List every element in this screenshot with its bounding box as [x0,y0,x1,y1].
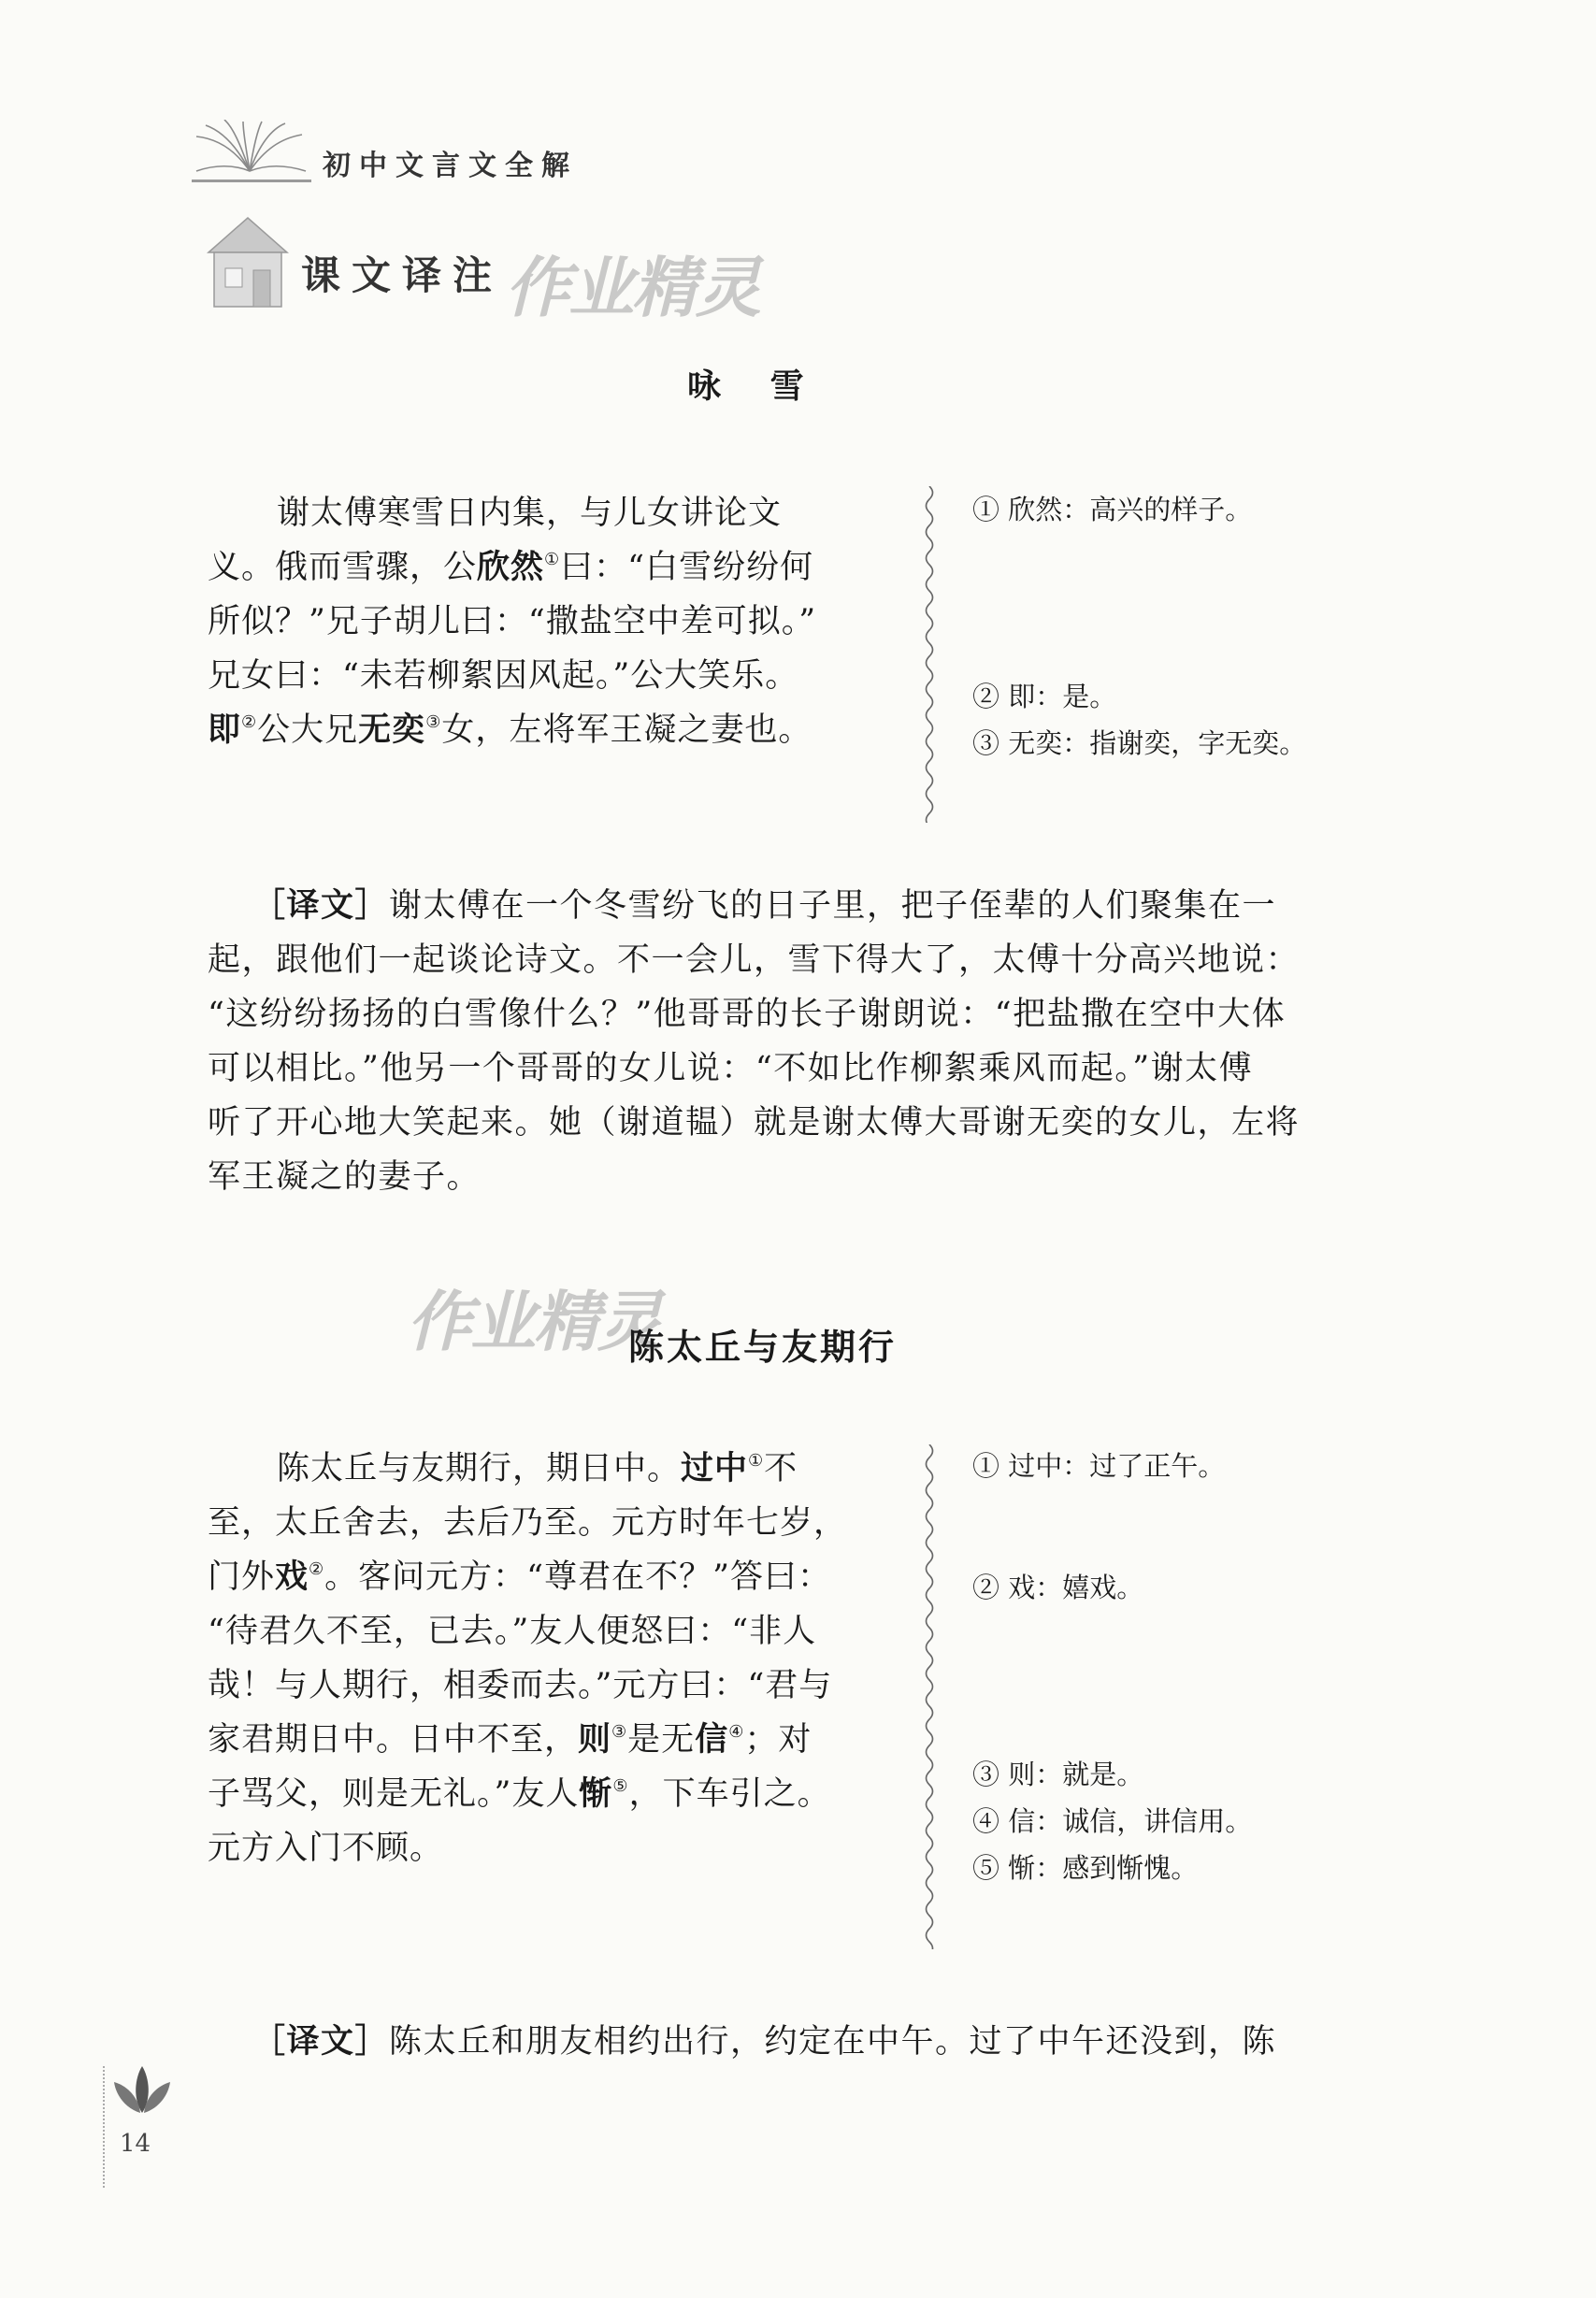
translation-label: ［译文］ [252,886,390,925]
lotus-icon [105,2061,180,2118]
translation-line [208,987,1376,1041]
translation-text: 谢太傅在一个冬雪纷飞的日子里，把子侄辈的人们聚集在一 [389,887,1277,925]
glossed-term: 惭 [579,1774,613,1813]
note-marker: ③ [425,712,442,732]
text-run: ；对 [744,1721,812,1759]
note-3: ③ 则：就是。 [972,1759,1144,1790]
header-rule [192,180,311,182]
text-line [208,486,816,540]
translation-text: “这纷纷扬扬的白雪像什么？”他哥哥的长子谢朗说：“把盐撒在空中大体 [208,996,1287,1033]
article-title-yongxue [687,360,804,408]
text-run: 公大兄 [257,711,359,749]
section-heading: 课文译注 [301,252,504,298]
text-run: 家君期日中。日中不至， [208,1721,579,1759]
translation-line [208,1150,1376,1204]
article-title-chentaiqiu: 陈太丘与友期行 [628,1326,898,1368]
translation-text: 陈太丘和朋友相约出行，约定在中午。过了中午还没到，陈 [389,2023,1277,2061]
translation-line [208,879,1376,933]
text-run: 不 [764,1450,798,1487]
article2-translation [208,2015,1376,2069]
watermark: 作业精灵 [407,1284,661,1360]
watermark: 作业精灵 [505,250,759,326]
glossed-term: 过中 [681,1449,749,1487]
text-run: 子骂父，则是无礼。”友人 [208,1775,580,1813]
note-marker: ② [309,1559,325,1579]
glossed-term: 则 [578,1720,612,1759]
title-char: 咏 [687,366,722,406]
note-5: ⑤ 惭：感到惭愧。 [972,1852,1199,1884]
text-line [208,1767,847,1821]
text-run: 陈太丘与友期行，期日中。 [277,1450,682,1487]
note-marker: ① [748,1451,765,1471]
article2-text [208,1442,847,1875]
text-line [208,1659,847,1713]
divider-wavy [921,1444,938,1949]
glossed-term: 欣然 [477,548,545,586]
article1-text [208,486,816,757]
text-line [208,1821,847,1875]
open-book-icon [192,120,309,180]
glossed-term: 戏 [275,1558,309,1596]
translation-text: 军王凝之的妻子。 [208,1158,482,1196]
text-run: 义。俄而雪骤，公 [208,549,478,586]
article1-translation [208,879,1376,1204]
text-run: 曰：“白雪纷纷何 [560,549,814,586]
text-run: “待君久不至，已去。”友人便怒曰：“非人 [208,1613,817,1650]
divider-wavy [921,486,938,823]
note-marker: ① [544,550,561,569]
text-run: 门外 [208,1558,276,1596]
glossed-term: 即 [208,711,242,749]
text-line [208,1550,847,1604]
translation-line [208,1041,1376,1096]
house-icon [201,210,295,313]
text-run: 谢太傅寒雪日内集，与儿女讲论文 [277,495,783,532]
text-line [208,540,816,595]
note-1: ① 过中：过了正午。 [972,1450,1226,1482]
translation-text: 听了开心地大笑起来。她（谢道韫）就是谢太傅大哥谢无奕的女儿，左将 [208,1104,1301,1142]
note-marker: ② [241,712,258,732]
text-run: 至，太丘舍去，去后乃至。元方时年七岁， [208,1504,848,1542]
text-run: 元方入门不顾。 [208,1830,444,1867]
note-4: ④ 信：诚信，讲信用。 [972,1805,1253,1837]
note-marker: ⑤ [612,1776,629,1796]
text-run: ，下车引之。 [628,1775,831,1813]
text-run: 哉！与人期行，相委而去。”元方曰：“君与 [208,1667,833,1704]
text-line [208,703,816,757]
note-marker: ④ [728,1722,745,1742]
text-run: 。客问元方：“尊君在不？”答曰： [324,1558,831,1596]
translation-text: 起，跟他们一起谈论诗文。不一会儿，雪下得大了，太傅十分高兴地说： [208,941,1301,979]
glossed-term: 信 [695,1720,729,1759]
text-run: 是无 [627,1721,696,1759]
text-line [208,1604,847,1659]
series-title: 初中文言文全解 [323,150,578,182]
translation-line [208,1096,1376,1150]
text-line [208,1713,847,1767]
translation-text: 可以相比。”他另一个哥哥的女儿说：“不如比作柳絮乘风而起。”谢太傅 [208,1050,1254,1087]
text-run: 女，左将军王凝之妻也。 [441,711,812,749]
translation-line [208,933,1376,987]
translation-line [208,2015,1376,2069]
note-2: ② 戏：嬉戏。 [972,1572,1144,1603]
page-number: 14 [120,2130,151,2158]
glossed-term: 无奕 [358,711,426,749]
text-run: 兄女曰：“未若柳絮因风起。”公大笑乐。 [208,657,799,695]
text-line [208,1496,847,1550]
text-line [208,1442,847,1496]
note-2: ② 即：是。 [972,681,1117,712]
text-line [208,649,816,703]
text-run: 所似？”兄子胡儿曰：“撒盐空中差可拟。” [208,603,817,640]
translation-label: ［译文］ [252,2022,390,2061]
note-3: ③ 无奕：指谢奕，字无奕。 [972,727,1307,759]
note-1: ① 欣然：高兴的样子。 [972,494,1253,525]
note-marker: ③ [611,1722,628,1742]
title-char: 雪 [769,366,804,406]
text-line [208,595,816,649]
